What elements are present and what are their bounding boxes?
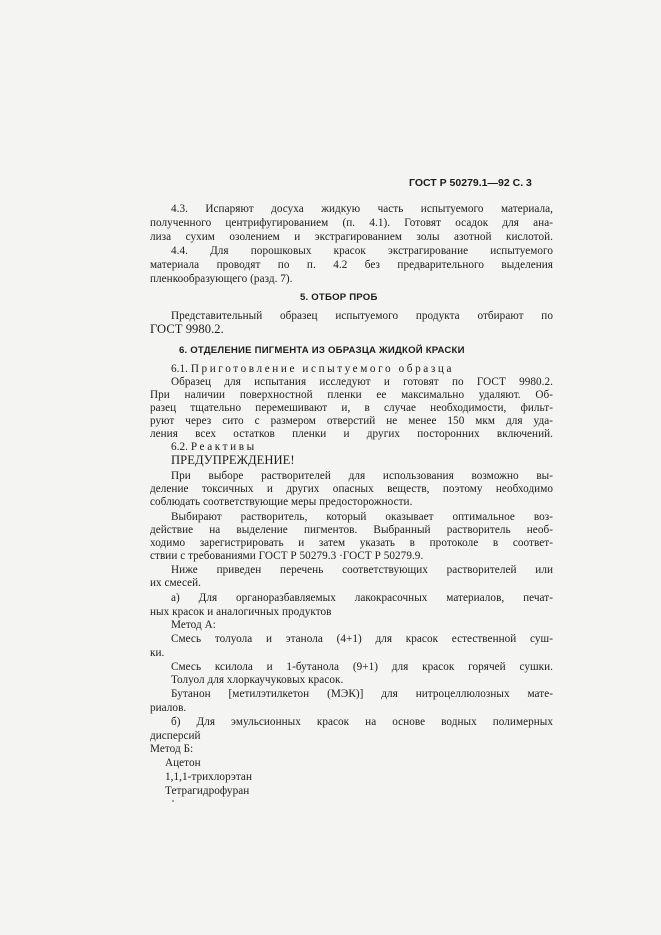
item-a-line-1: а) Для органоразбавляемых лакокрасочных материалов, печат- xyxy=(171,592,553,604)
choose-line-2: действие на выделение пигментов. Выбранный растворитель необ- xyxy=(150,524,553,536)
p61-heading-text: Приготовление испытуемого образца xyxy=(190,363,455,375)
item-b-line-2: дисперсий xyxy=(150,730,201,742)
b-item-3: Тетрагидрофуран xyxy=(165,785,250,797)
p62-heading-text: Реактивы xyxy=(190,441,257,453)
a-line-4a: Бутанон [метилэтилкетон (МЭК)] для нитроцеллюлозных мате- xyxy=(171,688,553,700)
a-line-2: Смесь ксилола и 1-бутанола (9+1) для красок горячей сушки. xyxy=(171,661,553,673)
method-a-label: Метод А: xyxy=(171,619,216,631)
p43-line-3: лиза сухим озолением и экстрагированием золы азотной кислотой. xyxy=(150,231,553,243)
warning-heading: ПРЕДУПРЕЖДЕНИЕ! xyxy=(171,453,295,467)
scan-speck xyxy=(172,800,174,802)
choose-line-1: Выбирают растворитель, который оказывает оптимальное воз- xyxy=(171,511,553,523)
p61-line-2: При наличии поверхностной пленки ее максимально удаляют. Об- xyxy=(150,389,553,401)
warn-line-2: деление токсичных и других опасных веществ, поэтому необходимо xyxy=(150,483,553,495)
s5-line-2: ГОСТ 9980.2. xyxy=(150,322,224,336)
warn-line-3: соблюдать соответствующие меры предосторожности. xyxy=(150,496,413,508)
item-b-line-1: б) Для эмульсионных красок на основе водных полимерных xyxy=(171,716,553,728)
p43-line-2: полученного центрифугированием (п. 4.1). Готовят осадок для ана- xyxy=(150,217,553,229)
p43-line-1: 4.3. Испаряют досуха жидкую часть испытуемого материала, xyxy=(171,203,553,215)
choose-line-3: ходимо зарегистрировать и затем указать в протоколе в соответ- xyxy=(150,537,553,549)
p61-line-1: Образец для испытания исследуют и готовят по ГОСТ 9980.2. xyxy=(171,376,553,388)
p61-line-4: руют через сито с размером отверстий не менее 150 мкм для уда- xyxy=(150,415,553,427)
b-item-1: Ацетон xyxy=(165,757,201,769)
a-line-3: Толуол для хлоркаучуковых красок. xyxy=(171,674,344,686)
item-a-line-2: ных красок и аналогичных продуктов xyxy=(150,606,332,618)
list-intro-line-2: их смесей. xyxy=(150,577,202,589)
s5-line-1: Представительный образец испытуемого продукта отбирают по xyxy=(171,310,553,322)
p61-line-3: разец тщательно перемешивают и, в случае необходимости, фильт- xyxy=(150,402,553,414)
p61-number: 6.1. xyxy=(171,363,188,375)
a-line-1a: Смесь толуола и этанола (4+1) для красок естественной суш- xyxy=(171,633,553,645)
running-header: ГОСТ Р 50279.1—92 С. 3 xyxy=(409,177,532,189)
p44-line-2: материала проводят по п. 4.2 без предварительного выделения xyxy=(150,259,553,271)
choose-line-4: ствии с требованиями ГОСТ Р 50279.3 ·ГОСТ Р 50279.9. xyxy=(150,550,424,562)
a-line-1b: ки. xyxy=(150,647,165,659)
p44-line-1: 4.4. Для порошковых красок экстрагирование испытуемого xyxy=(171,245,553,257)
section-5-title: 5. ОТБОР ПРОБ xyxy=(300,292,378,303)
warn-line-1: При выборе растворителей для использования возможно вы- xyxy=(171,470,553,482)
p61-line-5: ления всех остатков пленки и других посторонних включений. xyxy=(150,428,553,440)
section-6-title: 6. ОТДЕЛЕНИЕ ПИГМЕНТА ИЗ ОБРАЗЦА ЖИДКОЙ КРАСКИ xyxy=(179,345,465,356)
list-intro-line-1: Ниже приведен перечень соответствующих растворителей или xyxy=(171,564,553,576)
p44-line-3: пленкообразующего (разд. 7). xyxy=(150,273,293,285)
p61-heading xyxy=(171,363,454,376)
p62-number: 6.2. xyxy=(171,441,188,453)
method-b-label: Метод Б: xyxy=(150,743,194,755)
a-line-4b: риалов. xyxy=(150,702,187,714)
b-item-2: 1,1,1-трихлорэтан xyxy=(165,771,252,783)
